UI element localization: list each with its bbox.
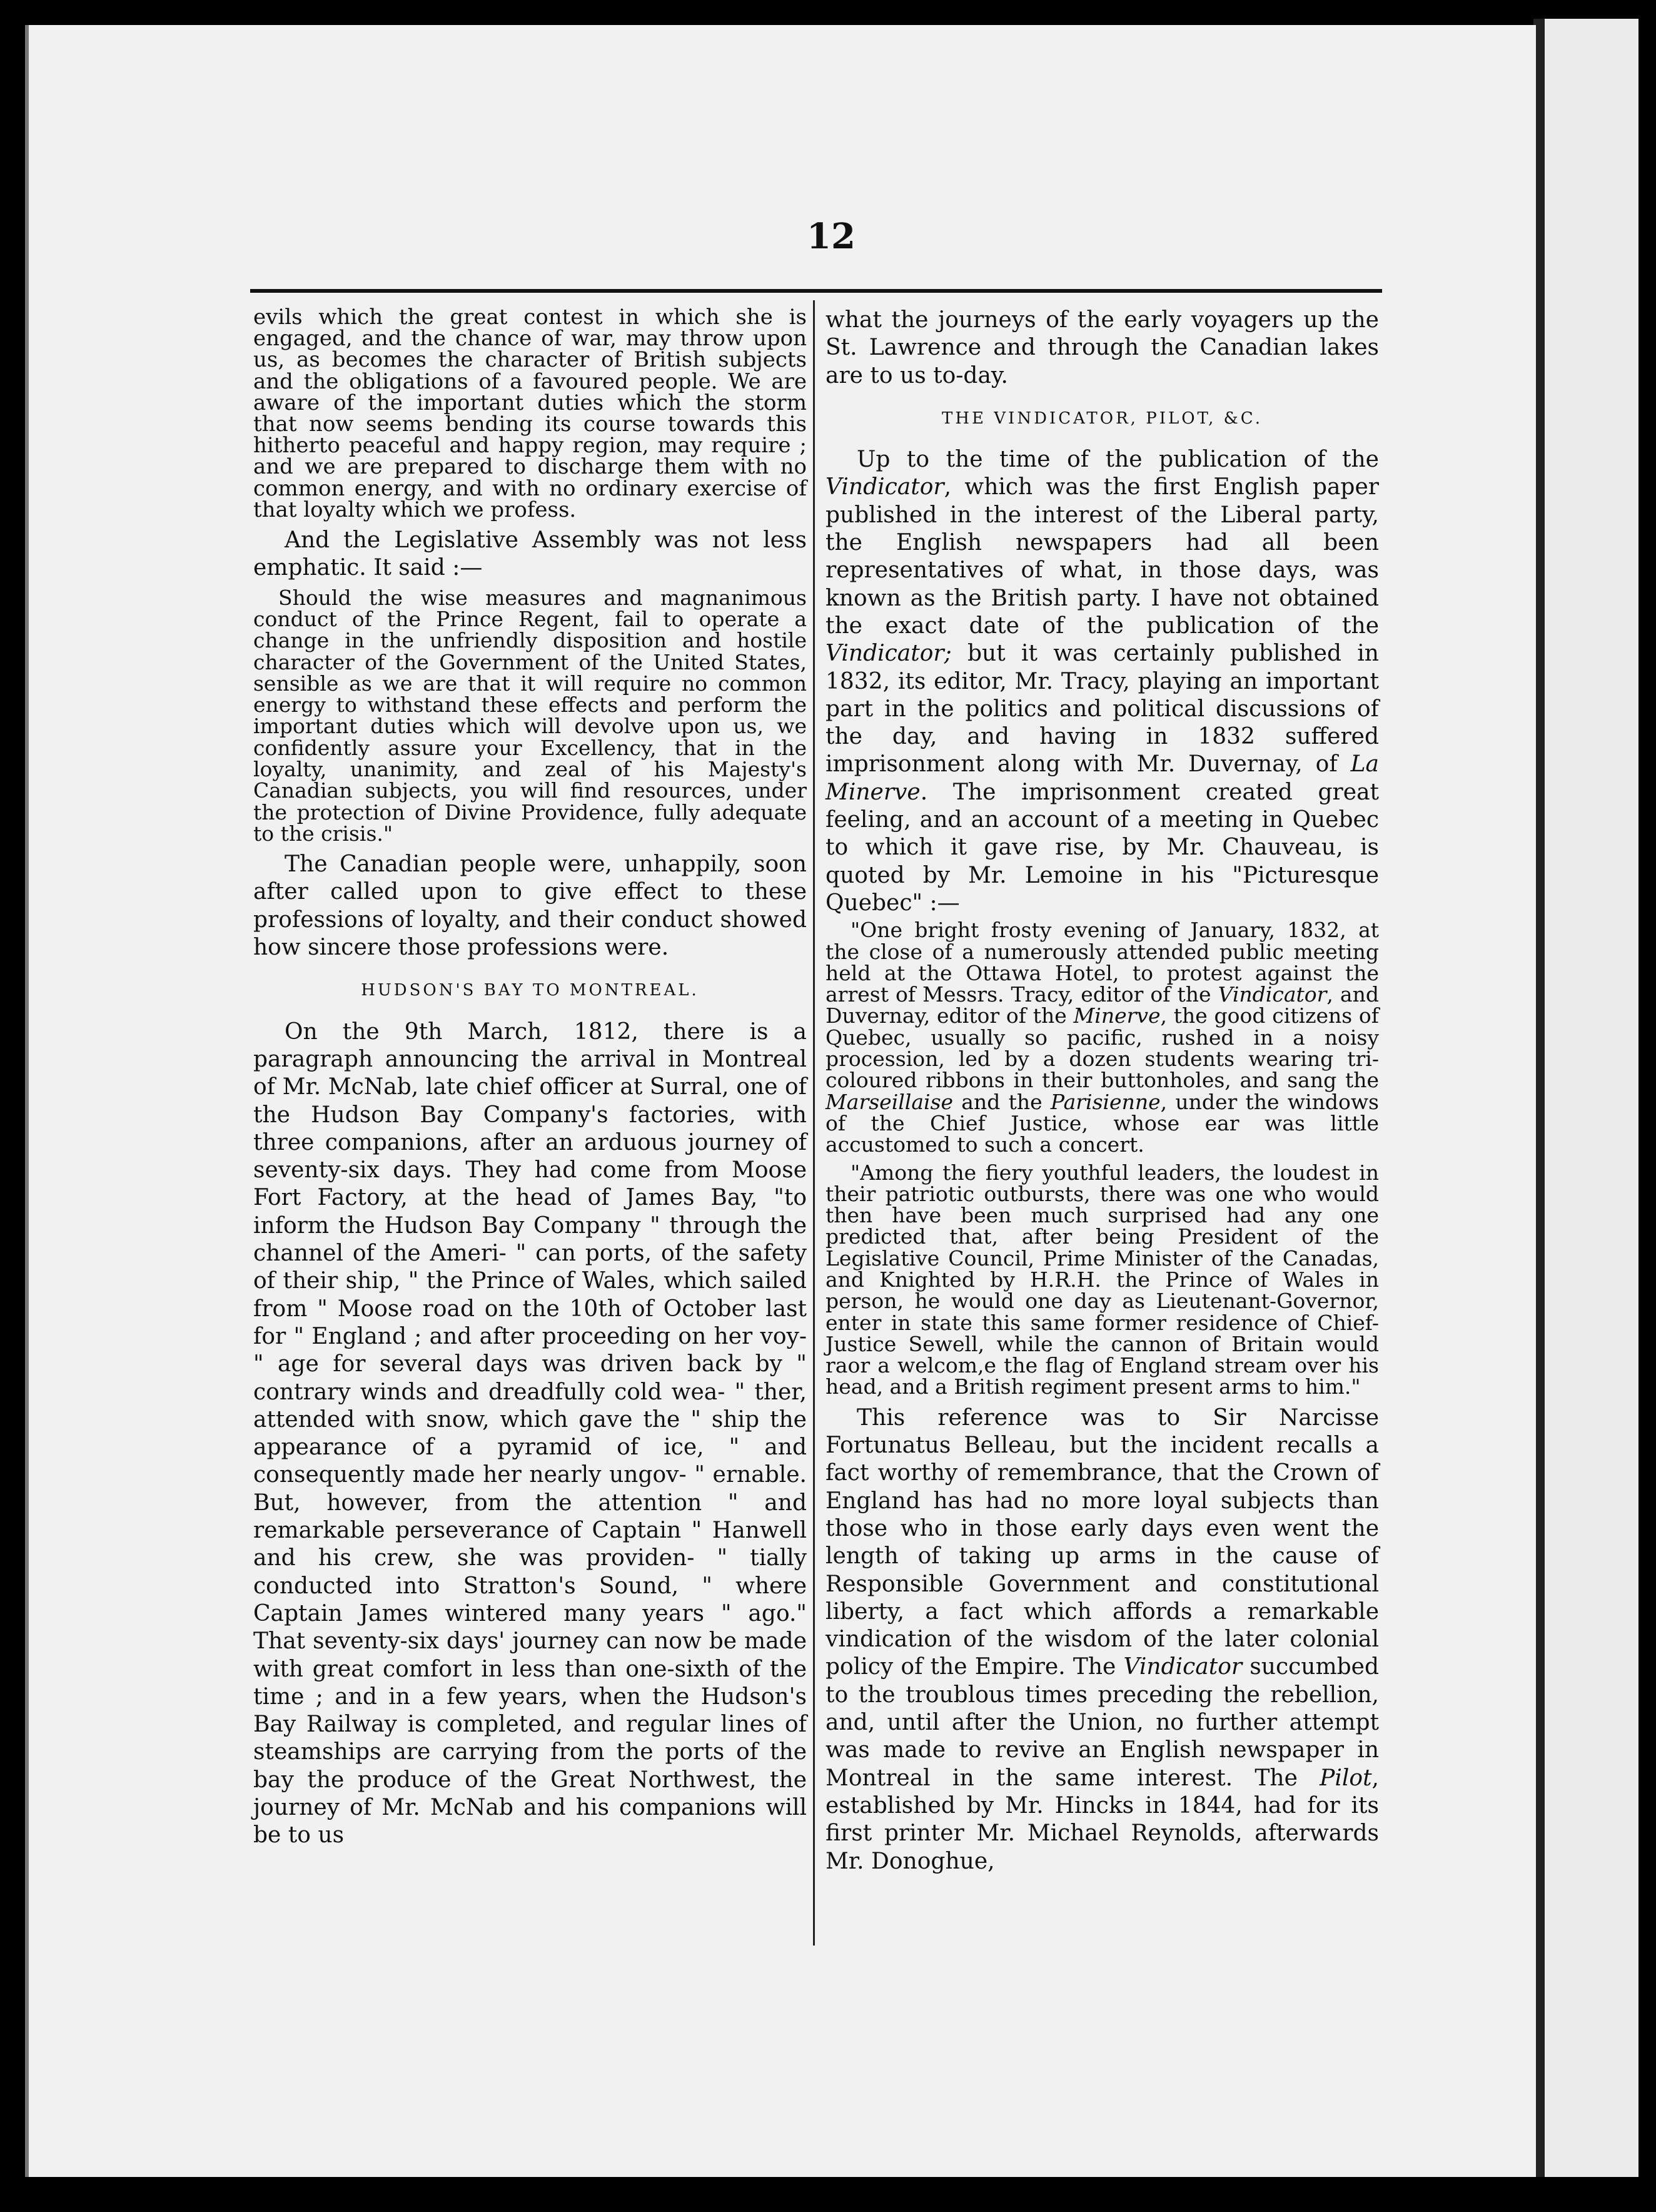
paragraph: The Canadian people were, unhappily, soon after called upon to give effect to these professions of loyalty, and their conduct showed how sincere those professions were. bbox=[253, 851, 807, 961]
vindicator-title: Vindicator bbox=[825, 474, 944, 500]
page-number: 12 bbox=[807, 216, 856, 257]
la-minerve-title: La Minerve bbox=[825, 751, 1379, 805]
paragraph: what the journeys of the early voyagers up the St. Lawrence and through the Canadian lakes are to us to-day. bbox=[825, 307, 1379, 388]
paragraph: On the 9th March, 1812, there is a paragraph announcing the arrival in Montreal of Mr. McNab, late chief officer at Surral, one of the Hudson Bay Company's factories, with three companions, after an arduous journey of seventy-six days. They had come from Moose Fort Factory, at the head of James Bay, "to inform the Hudson Bay Company " through the channel of the Ameri- " can ports, of the safety of their ship, " the Prince of Wales, which sailed from " Moose road on the 10th of October last for " England ; and after proceeding on her voy- " age for several days was driven back by " contrary winds and dreadfully cold wea- " ther, attended with snow, which gave the " ship the appearance of a pyramid of ice, " and consequently made her nearly ungov- " ernable. But, however, from the attention " and remarkable perseverance of Captain " Hanwell and his crew, she was providen- " tially conducted into Stratton's Sound, " where Captain James wintered many years " ago." That seventy-six days' journey can now be made with great comfort in less than one-sixth of the time ; and in a few years, when the Hudson's Bay Railway is completed, and regular lines of steamships are carrying from the ports of the bay the produce of the Great Northwest, the journey of Mr. McNab and his companions will be to us bbox=[253, 1018, 807, 1849]
section-heading: THE VINDICATOR, PILOT, &C. bbox=[942, 408, 1263, 428]
paragraph: Up to the time of the publication of the Vindicator, which was the first English paper published in the interest of the Liberal party, the English newspapers had all been representatives of what, in those days, was known as the British party. I have not obtained the exact date of the publication of the Vindicator; but it was certainly published in 1832, its editor, Mr. Tracy, playing an important part in the politics and political discussions of the day, and having in 1832 suffered imprisonment along with Mr. Duvernay, of La Minerve. The imprisonment created great feeling, and an account of a meeting in Quebec to which it gave rise, by Mr. Chauveau, is quoted by Mr. Lemoine in his "Picturesque Quebec" :— bbox=[825, 447, 1379, 916]
left-column bbox=[253, 307, 807, 1850]
address-excerpt: evils which the great contest in which she is engaged, and the chance of war, may throw upon us, as becomes the character of British subjects and the obligations of a favoured people. We are aware of the important duties which the storm that now seems bending its course towards this hitherto peaceful and happy region, may require ; and we are prepared to discharge them with no common energy, and with no ordinary exercise of that loyalty which we profess. bbox=[253, 305, 807, 522]
vindicator-title: Vindicator; bbox=[825, 641, 952, 667]
right-column bbox=[825, 307, 1379, 1875]
paragraph: This reference was to Sir Narcisse Fortunatus Belleau, but the incident recalls a fact worthy of remembrance, that the Crown of England has had no more loyal subjects than those who in those early days even went the length of taking up arms in the cause of Responsible Government and constitutional liberty, a fact which affords a remarkable vindication of the wisdom of the later colonial policy of the Empire. The Vindicator succumbed to the troublous times preceding the rebellion, and, until after the Union, no further attempt was made to revive an English newspaper in Montreal in the same interest. The Pilot, established by Mr. Hincks in 1844, had for its first printer Mr. Michael Reynolds, afterwards Mr. Donoghue, bbox=[825, 1404, 1379, 1874]
chauveau-quote-continued: "Among the fiery youthful leaders, the loudest in their patriotic outbursts, there was one who would then have been much surprised had any one predicted that, after being President of the Legislative Council, Prime Minister of the Canadas, and Knighted by H.R.H. the Prince of Wales in person, he would one day as Lieutenant-Governor, enter in state this same former residence of Chief-Justice Sewell, while the cannon of Britain would raor a welcom,e the flag of England stream over his head, and a British regiment present arms to him." bbox=[825, 1160, 1379, 1399]
paragraph: And the Legislative Assembly was not less emphatic. It said :— bbox=[253, 527, 807, 581]
chauveau-quote: "One bright frosty evening of January, 1832, at the close of a numerously attended public meeting held at the Ottawa Hotel, to protest against the arrest of Messrs. Tracy, editor of the Vindicator, and Duvernay, editor of the Minerve, the good citizens of Quebec, usually so pacific, rushed in a noisy procession, led by a dozen students wearing tri-coloured ribbons in their buttonholes, and sang the Marseillaise and the Parisienne, under the windows of the Chief Justice, whose ear was little accustomed to such a concert. bbox=[825, 918, 1379, 1157]
header-rule bbox=[250, 289, 1382, 293]
adjacent-page-edge bbox=[1533, 19, 1638, 2177]
assembly-quote: Should the wise measures and magnanimous conduct of the Prince Regent, fail to operate a change in the unfriendly disposition and hostile character of the Government of the United States, sensible as we are that it will require no common energy to withstand these effects and perform the important duties which will devolve upon us, we confidently assure your Excellency, that in the loyalty, unanimity, and zeal of his Majesty's Canadian subjects, you will find resources, under the protection of Divine Providence, fully adequate to the crisis." bbox=[253, 585, 807, 846]
column-divider bbox=[813, 300, 815, 1946]
section-heading: HUDSON'S BAY TO MONTREAL. bbox=[361, 981, 699, 1000]
